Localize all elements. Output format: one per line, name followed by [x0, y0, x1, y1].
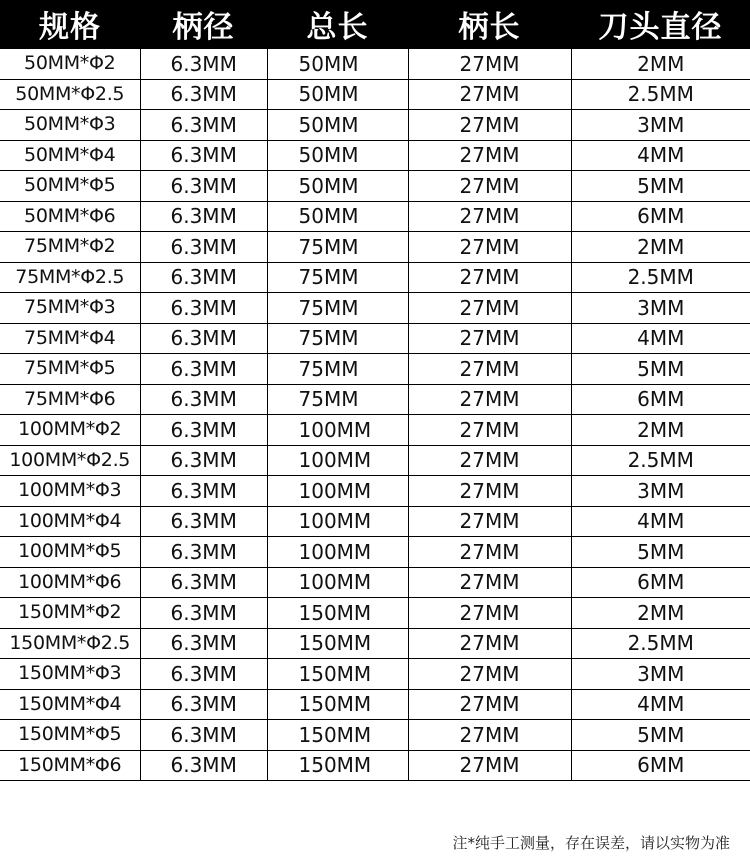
cell-spec: 100MM*Φ2	[0, 415, 140, 446]
table-row	[0, 354, 750, 385]
cell-shank-length: 27MM	[408, 384, 571, 415]
cell-cutter-diameter: 4MM	[571, 323, 750, 354]
header-spec: 规格	[0, 0, 140, 49]
table-row	[0, 262, 750, 293]
cell-cutter-diameter: 2MM	[571, 49, 750, 80]
cell-shank-length: 27MM	[408, 537, 571, 568]
cell-total-length: 50MM	[267, 171, 408, 202]
cell-total-length: 100MM	[267, 567, 408, 598]
table-row	[0, 323, 750, 354]
cell-spec: 100MM*Φ5	[0, 537, 140, 568]
cell-spec: 75MM*Φ5	[0, 354, 140, 385]
table-row	[0, 567, 750, 598]
cell-total-length: 75MM	[267, 232, 408, 263]
table-row	[0, 537, 750, 568]
cell-shank-length: 27MM	[408, 567, 571, 598]
table-body	[0, 49, 750, 781]
cell-spec: 75MM*Φ4	[0, 323, 140, 354]
cell-total-length: 100MM	[267, 506, 408, 537]
table-row	[0, 171, 750, 202]
table-row	[0, 506, 750, 537]
cell-shank-length: 27MM	[408, 201, 571, 232]
cell-total-length: 100MM	[267, 537, 408, 568]
cell-total-length: 75MM	[267, 323, 408, 354]
cell-shank-length: 27MM	[408, 110, 571, 141]
cell-shank-length: 27MM	[408, 49, 571, 80]
cell-cutter-diameter: 4MM	[571, 689, 750, 720]
cell-shank-diameter: 6.3MM	[140, 354, 267, 385]
cell-shank-diameter: 6.3MM	[140, 720, 267, 751]
cell-shank-diameter: 6.3MM	[140, 415, 267, 446]
cell-cutter-diameter: 3MM	[571, 293, 750, 324]
cell-shank-diameter: 6.3MM	[140, 171, 267, 202]
cell-shank-length: 27MM	[408, 628, 571, 659]
cell-cutter-diameter: 5MM	[571, 720, 750, 751]
cell-shank-diameter: 6.3MM	[140, 293, 267, 324]
cell-total-length: 150MM	[267, 720, 408, 751]
table-header-row	[0, 0, 750, 49]
cell-shank-diameter: 6.3MM	[140, 49, 267, 80]
cell-cutter-diameter: 3MM	[571, 659, 750, 690]
cell-total-length: 50MM	[267, 49, 408, 80]
cell-shank-length: 27MM	[408, 140, 571, 171]
cell-cutter-diameter: 6MM	[571, 384, 750, 415]
cell-spec: 75MM*Φ6	[0, 384, 140, 415]
table-row	[0, 720, 750, 751]
cell-total-length: 150MM	[267, 598, 408, 629]
cell-spec: 150MM*Φ6	[0, 750, 140, 781]
cell-cutter-diameter: 3MM	[571, 110, 750, 141]
cell-spec: 50MM*Φ3	[0, 110, 140, 141]
cell-cutter-diameter: 2MM	[571, 415, 750, 446]
header-cutter-diameter: 刀头直径	[571, 0, 750, 49]
cell-total-length: 50MM	[267, 140, 408, 171]
cell-shank-length: 27MM	[408, 262, 571, 293]
cell-shank-diameter: 6.3MM	[140, 659, 267, 690]
cell-cutter-diameter: 2MM	[571, 598, 750, 629]
cell-shank-diameter: 6.3MM	[140, 323, 267, 354]
table-row	[0, 293, 750, 324]
cell-shank-length: 27MM	[408, 476, 571, 507]
cell-shank-length: 27MM	[408, 293, 571, 324]
cell-spec: 150MM*Φ3	[0, 659, 140, 690]
cell-cutter-diameter: 6MM	[571, 567, 750, 598]
table-row	[0, 415, 750, 446]
cell-shank-diameter: 6.3MM	[140, 628, 267, 659]
cell-cutter-diameter: 2.5MM	[571, 445, 750, 476]
cell-shank-length: 27MM	[408, 354, 571, 385]
cell-total-length: 150MM	[267, 628, 408, 659]
cell-total-length: 150MM	[267, 750, 408, 781]
table-row	[0, 750, 750, 781]
cell-cutter-diameter: 4MM	[571, 506, 750, 537]
cell-spec: 100MM*Φ6	[0, 567, 140, 598]
cell-shank-diameter: 6.3MM	[140, 110, 267, 141]
cell-total-length: 150MM	[267, 659, 408, 690]
cell-shank-length: 27MM	[408, 79, 571, 110]
table-row	[0, 49, 750, 80]
cell-total-length: 75MM	[267, 262, 408, 293]
cell-shank-length: 27MM	[408, 689, 571, 720]
table-row	[0, 110, 750, 141]
cell-shank-length: 27MM	[408, 171, 571, 202]
header-total-length: 总长	[267, 0, 408, 49]
table-row	[0, 201, 750, 232]
cell-shank-diameter: 6.3MM	[140, 506, 267, 537]
cell-total-length: 150MM	[267, 689, 408, 720]
cell-cutter-diameter: 2.5MM	[571, 262, 750, 293]
table-row	[0, 232, 750, 263]
cell-cutter-diameter: 2.5MM	[571, 628, 750, 659]
table-row	[0, 628, 750, 659]
cell-cutter-diameter: 3MM	[571, 476, 750, 507]
cell-spec: 50MM*Φ6	[0, 201, 140, 232]
cell-shank-length: 27MM	[408, 415, 571, 446]
cell-shank-length: 27MM	[408, 659, 571, 690]
cell-spec: 150MM*Φ2.5	[0, 628, 140, 659]
cell-spec: 50MM*Φ4	[0, 140, 140, 171]
cell-total-length: 75MM	[267, 384, 408, 415]
cell-total-length: 100MM	[267, 415, 408, 446]
header-shank-length: 柄长	[408, 0, 571, 49]
cell-cutter-diameter: 5MM	[571, 537, 750, 568]
cell-cutter-diameter: 5MM	[571, 354, 750, 385]
cell-spec: 100MM*Φ2.5	[0, 445, 140, 476]
cell-shank-length: 27MM	[408, 506, 571, 537]
cell-total-length: 100MM	[267, 476, 408, 507]
table-row	[0, 384, 750, 415]
cell-spec: 150MM*Φ5	[0, 720, 140, 751]
table-row	[0, 598, 750, 629]
cell-spec: 75MM*Φ3	[0, 293, 140, 324]
cell-shank-length: 27MM	[408, 598, 571, 629]
cell-total-length: 50MM	[267, 79, 408, 110]
cell-total-length: 100MM	[267, 445, 408, 476]
cell-spec: 50MM*Φ2	[0, 49, 140, 80]
table-row	[0, 79, 750, 110]
cell-spec: 50MM*Φ5	[0, 171, 140, 202]
cell-shank-diameter: 6.3MM	[140, 598, 267, 629]
cell-shank-diameter: 6.3MM	[140, 79, 267, 110]
table-row	[0, 140, 750, 171]
cell-spec: 100MM*Φ3	[0, 476, 140, 507]
cell-cutter-diameter: 2MM	[571, 232, 750, 263]
cell-shank-length: 27MM	[408, 445, 571, 476]
cell-shank-diameter: 6.3MM	[140, 445, 267, 476]
cell-shank-diameter: 6.3MM	[140, 384, 267, 415]
cell-cutter-diameter: 6MM	[571, 750, 750, 781]
cell-shank-length: 27MM	[408, 232, 571, 263]
cell-spec: 100MM*Φ4	[0, 506, 140, 537]
cell-shank-diameter: 6.3MM	[140, 201, 267, 232]
cell-total-length: 50MM	[267, 201, 408, 232]
header-shank-diameter: 柄径	[140, 0, 267, 49]
cell-shank-diameter: 6.3MM	[140, 689, 267, 720]
cell-shank-diameter: 6.3MM	[140, 567, 267, 598]
cell-shank-length: 27MM	[408, 720, 571, 751]
cell-cutter-diameter: 6MM	[571, 201, 750, 232]
cell-shank-diameter: 6.3MM	[140, 476, 267, 507]
cell-shank-diameter: 6.3MM	[140, 232, 267, 263]
cell-shank-diameter: 6.3MM	[140, 750, 267, 781]
cell-total-length: 50MM	[267, 110, 408, 141]
cell-shank-diameter: 6.3MM	[140, 262, 267, 293]
cell-shank-diameter: 6.3MM	[140, 140, 267, 171]
cell-shank-length: 27MM	[408, 750, 571, 781]
cell-cutter-diameter: 5MM	[571, 171, 750, 202]
table-row	[0, 659, 750, 690]
table-row	[0, 445, 750, 476]
cell-spec: 75MM*Φ2.5	[0, 262, 140, 293]
table-row	[0, 689, 750, 720]
cell-shank-diameter: 6.3MM	[140, 537, 267, 568]
cell-spec: 75MM*Φ2	[0, 232, 140, 263]
cell-cutter-diameter: 2.5MM	[571, 79, 750, 110]
footnote: 注*纯手工测量，存在误差，请以实物为准	[452, 834, 730, 852]
table-row	[0, 476, 750, 507]
cell-total-length: 75MM	[267, 293, 408, 324]
cell-spec: 150MM*Φ4	[0, 689, 140, 720]
cell-total-length: 75MM	[267, 354, 408, 385]
cell-spec: 50MM*Φ2.5	[0, 79, 140, 110]
cell-spec: 150MM*Φ2	[0, 598, 140, 629]
cell-shank-length: 27MM	[408, 323, 571, 354]
cell-cutter-diameter: 4MM	[571, 140, 750, 171]
